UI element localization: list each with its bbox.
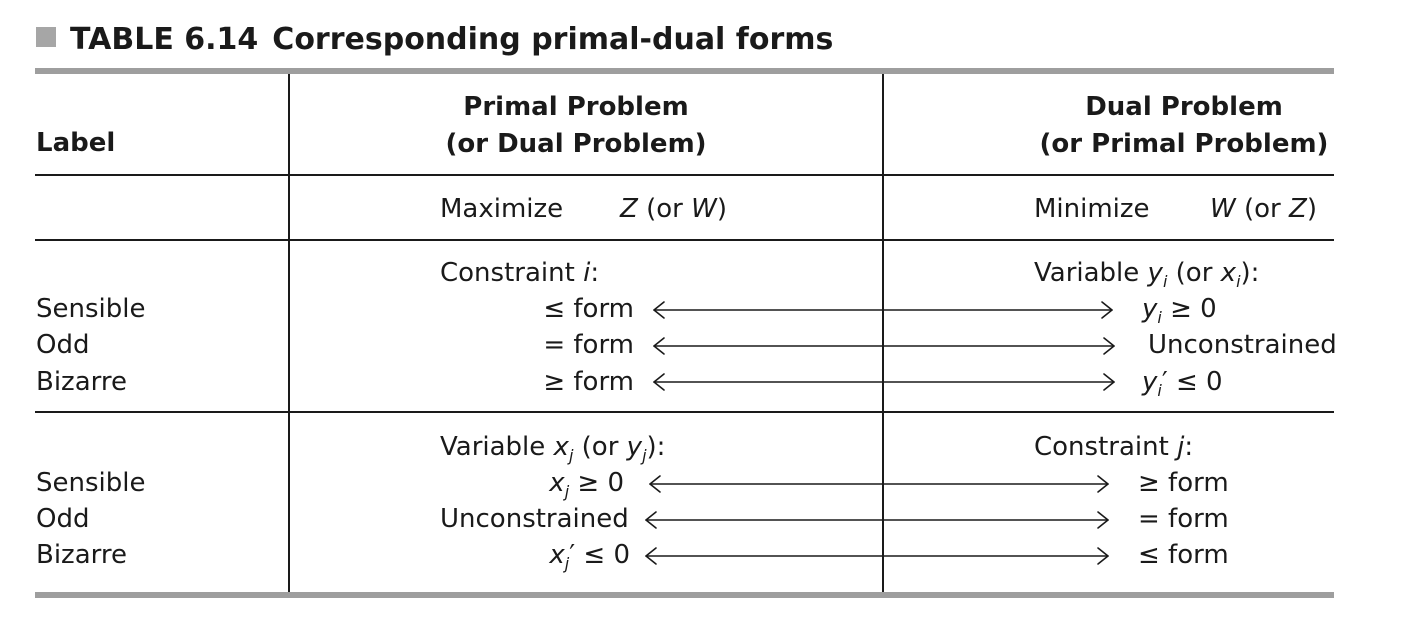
header-primal-line1: Primal Problem [463,92,689,122]
section1-dual-y-prime-nonpos: $y_i' \le 0$ [1142,367,1223,401]
arrow-x-nonneg-to-ge-form [650,476,1108,492]
arrow-le-form-to-y-nonneg [654,302,1112,318]
section2-label-bizarre: Bizarre [36,540,127,570]
section1-dual-heading: Variable $y_i$ (or $x_i$): [1034,258,1260,292]
section2-primal-heading: Variable $x_j$ (or $y_j$): [440,432,666,466]
arrow-ge-form-to-y-prime [654,374,1114,390]
arrow-unconstrained-to-eq-form [646,512,1108,528]
header-label: Label [36,128,116,158]
header-dual-line1: Dual Problem [1085,92,1283,122]
section1-label-sensible: Sensible [36,294,146,324]
header-primal-line2: (or Dual Problem) [445,129,707,159]
table-caption: Corresponding primal-dual forms [272,22,834,57]
primal-objective-expr: Z (or W) [620,194,727,224]
section1-label-odd: Odd [36,330,90,360]
section2-dual-form-ge: ≥ form [1138,468,1229,498]
section2-primal-x-prime-nonpos: $x_j' \le 0$ [549,540,630,574]
section1-primal-form-eq: = form [543,330,634,360]
section2-primal-unconstrained: Unconstrained [440,504,629,534]
header-dual-line2: (or Primal Problem) [1039,129,1329,159]
arrow-x-prime-to-le-form [646,548,1108,564]
dual-objective-verb: Minimize [1034,194,1150,224]
primal-objective-verb: Maximize [440,194,564,224]
section2-label-sensible: Sensible [36,468,146,498]
section1-dual-y-nonneg: $y_i \ge 0$ [1142,294,1217,328]
section2-primal-x-nonneg: $x_j \ge 0$ [549,468,624,502]
section1-primal-form-le: ≤ form [543,294,634,324]
section2-dual-heading: Constraint j: [1034,432,1194,462]
section2-label-odd: Odd [36,504,90,534]
section2-dual-form-le: ≤ form [1138,540,1229,570]
section1-dual-unconstrained: Unconstrained [1148,330,1337,360]
section1-label-bizarre: Bizarre [36,367,127,397]
section1-primal-heading: Constraint i: [440,258,600,288]
table-number: TABLE 6.14 [70,22,259,57]
section2-dual-form-eq: = form [1138,504,1229,534]
arrow-eq-form-to-unconstrained [654,338,1114,354]
dual-objective-expr: W (or Z) [1210,194,1317,224]
section1-primal-form-ge: ≥ form [543,367,634,397]
